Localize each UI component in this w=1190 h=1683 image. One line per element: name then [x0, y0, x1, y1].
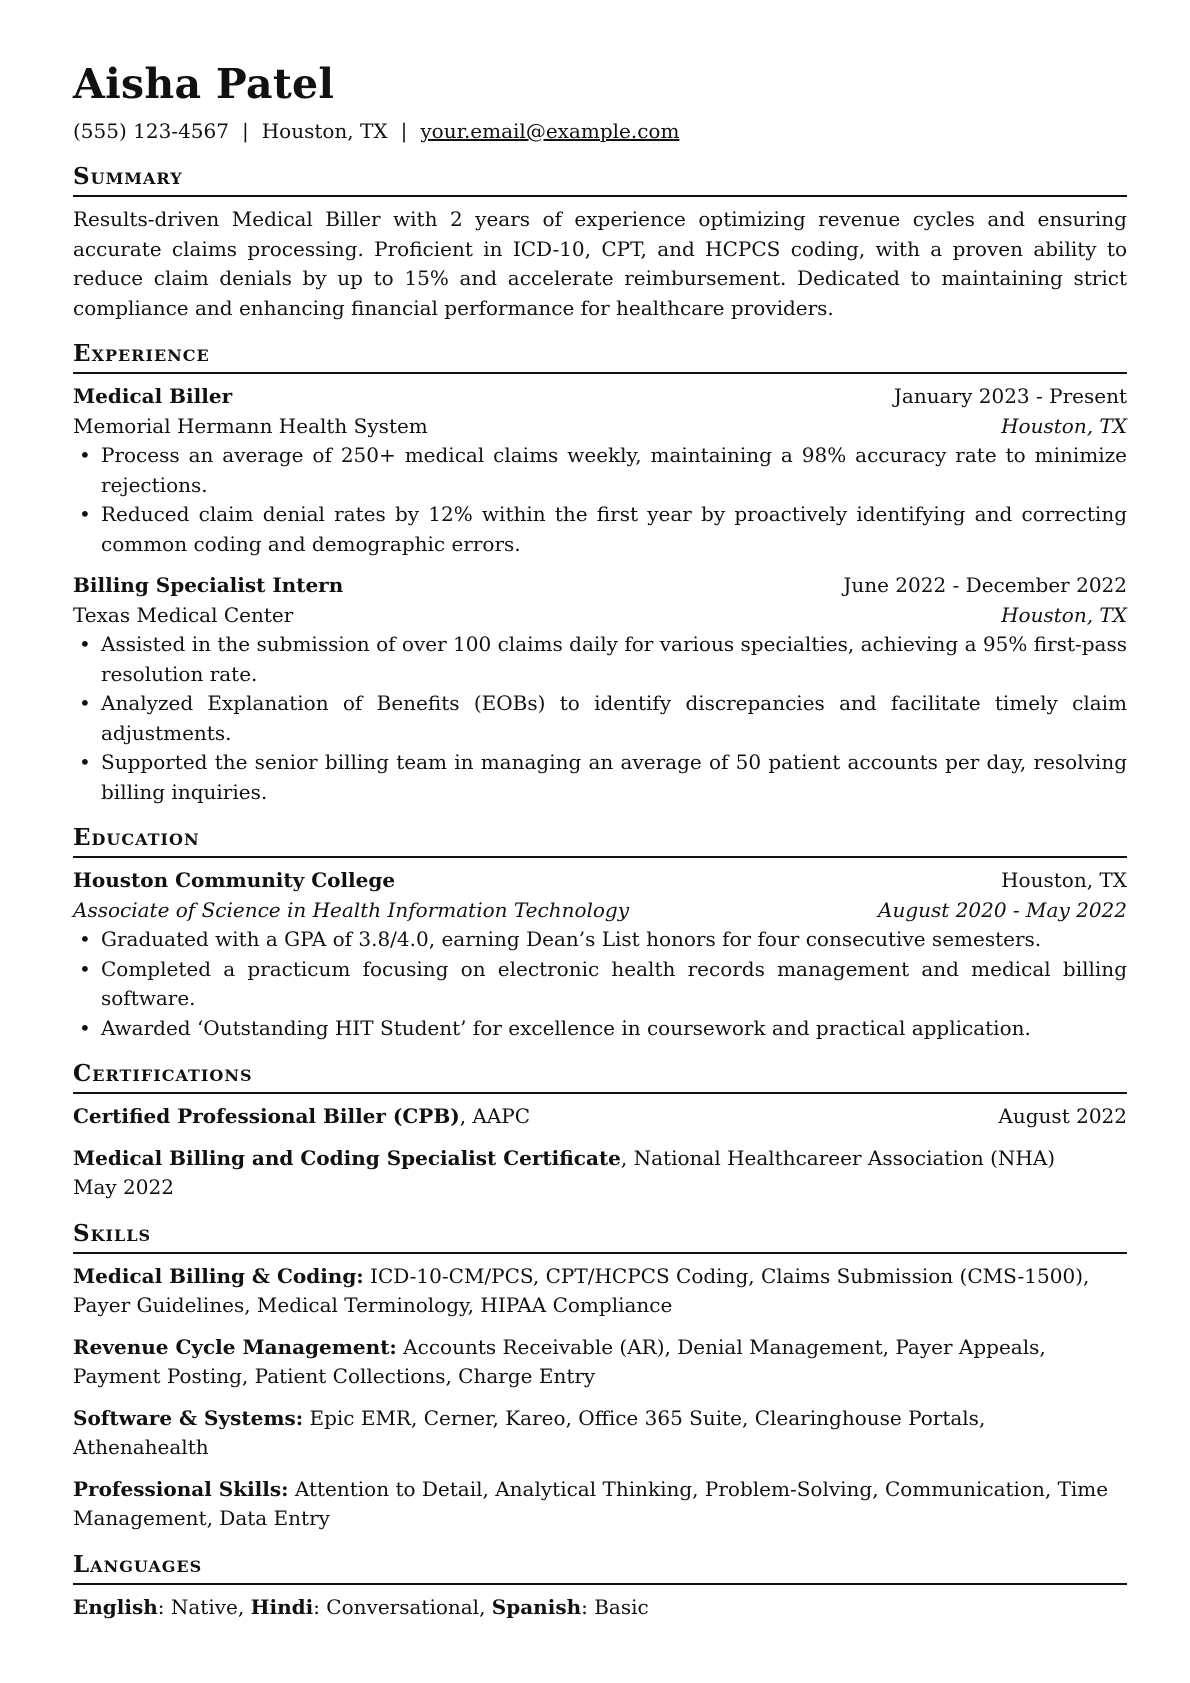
school-name: Houston Community College — [73, 868, 396, 892]
skill-text: Accounts Receivable (AR), Denial Management, Payer Appeals, Payment Posting, Patient Collections, Charge Entry — [73, 1334, 1046, 1388]
job-location: Houston, TX — [1001, 413, 1127, 438]
summary-text: Results-driven Medical Biller with 2 years of experience optimizing revenue cycles and ensuring accurate claims processing. Proficient in ICD-10, CPT, and HCPCS coding, with a proven ability to reduce claim denials by up to 15% and accelerate reimbursement. Dedicated to maintaining strict compliance and enhancing financial performance for healthcare providers. — [73, 207, 1127, 320]
section-title-experience: Experience — [73, 340, 210, 367]
bullet-item: • Graduated with a GPA of 3.8/4.0, earning Dean’s List honors for four consecutive semesters. — [73, 925, 1127, 955]
job-bullets — [73, 441, 1127, 559]
contact-location: Houston, TX — [261, 119, 388, 143]
language-name: English — [73, 1594, 158, 1619]
languages-section-header — [73, 1549, 1127, 1585]
language-name: Spanish — [491, 1594, 582, 1619]
skill-text: ICD-10-CM/PCS, CPT/HCPCS Coding, Claims Submission (CMS-1500), Payer Guidelines, Medical Terminology, HIPAA Compliance — [73, 1263, 1090, 1317]
certification-issuer: , National Healthcareer Association (NHA) — [620, 1145, 1056, 1170]
section-title-languages: Languages — [73, 1550, 203, 1578]
section-title-education: Education — [73, 824, 200, 851]
skills-section-header — [73, 1218, 1127, 1254]
job-dates: June 2022 - December 2022 — [843, 573, 1127, 597]
contact-line — [73, 117, 1127, 146]
education-dates: August 2020 - May 2022 — [878, 897, 1127, 922]
certification-name: Medical Billing and Coding Specialist Certificate — [73, 1145, 621, 1170]
certifications-section-header — [73, 1058, 1127, 1094]
skill-text: Attention to Detail, Analytical Thinking, Problem-Solving, Communication, Time Management, Data Entry — [73, 1476, 1109, 1530]
education-entry — [73, 866, 1127, 1043]
school-location: Houston, TX — [1001, 868, 1127, 892]
bullet-item: • Assisted in the submission of over 100 claims daily for various specialties, achieving a 95% first-pass resolution rate. — [73, 630, 1127, 689]
language-name: Hindi — [250, 1594, 314, 1619]
job-company: Memorial Hermann Health System — [73, 413, 428, 438]
skill-group — [73, 1333, 1127, 1392]
bullet-item: • Awarded ‘Outstanding HIT Student’ for excellence in coursework and practical application. — [73, 1014, 1127, 1044]
job-dates: January 2023 - Present — [893, 384, 1127, 408]
section-title-skills: Skills — [73, 1219, 152, 1247]
certification-issuer: , AAPC — [459, 1104, 531, 1128]
certification-date: August 2022 — [998, 1104, 1127, 1128]
phone-number: (555) 123-4567 — [73, 119, 229, 143]
experience-section-header — [73, 338, 1127, 374]
section-title-certifications: Certifications — [73, 1060, 253, 1087]
language-level: : Basic — [581, 1594, 649, 1619]
bullet-item: • Completed a practicum focusing on electronic health records management and medical billing software. — [73, 955, 1127, 1014]
job-entry — [73, 571, 1127, 807]
job-role: Billing Specialist Intern — [73, 573, 344, 597]
certification-name: Certified Professional Biller (CPB) — [73, 1104, 460, 1128]
job-entry — [73, 382, 1127, 559]
candidate-name: Aisha Patel — [73, 60, 335, 108]
bullet-item: • Analyzed Explanation of Benefits (EOBs) to identify discrepancies and facilitate timely claim adjustments. — [73, 689, 1127, 748]
skill-text: Epic EMR, Cerner, Kareo, Office 365 Suite, Clearinghouse Portals, Athenahealth — [73, 1405, 986, 1459]
skill-group — [73, 1475, 1127, 1534]
education-section-header — [73, 822, 1127, 858]
resume-content — [73, 58, 1127, 1622]
job-role: Medical Biller — [73, 384, 233, 408]
contact-separator: | — [241, 119, 249, 143]
certification-item — [73, 1144, 1127, 1203]
skill-label: Medical Billing & Coding: — [73, 1263, 364, 1288]
skill-group — [73, 1262, 1127, 1321]
bullet-item: • Reduced claim denial rates by 12% within the first year by proactively identifying and correcting common coding and demographic errors. — [73, 500, 1127, 559]
job-bullets — [73, 630, 1127, 807]
certification-item — [73, 1102, 1127, 1132]
degree-name: Associate of Science in Health Information Technology — [73, 897, 630, 922]
bullet-item: • Supported the senior billing team in managing an average of 50 patient accounts per day, resolving billing inquiries. — [73, 748, 1127, 807]
language-level: : Native, — [157, 1594, 251, 1619]
email-link[interactable]: your.email@example.com — [420, 119, 680, 143]
job-location: Houston, TX — [1001, 602, 1127, 627]
skill-label: Software & Systems: — [73, 1405, 304, 1430]
languages-line — [73, 1593, 1127, 1623]
contact-separator: | — [400, 119, 408, 143]
certification-date: May 2022 — [73, 1175, 174, 1199]
bullet-item: • Process an average of 250+ medical claims weekly, maintaining a 98% accuracy rate to minimize rejections. — [73, 441, 1127, 500]
skill-label: Revenue Cycle Management: — [73, 1334, 397, 1359]
education-bullets — [73, 925, 1127, 1043]
skill-label: Professional Skills: — [73, 1476, 289, 1501]
job-company: Texas Medical Center — [73, 602, 294, 627]
summary-section-header — [73, 161, 1127, 197]
section-title-summary: Summary — [73, 163, 183, 190]
language-level: : Conversational, — [313, 1594, 492, 1619]
skill-group — [73, 1404, 1127, 1463]
